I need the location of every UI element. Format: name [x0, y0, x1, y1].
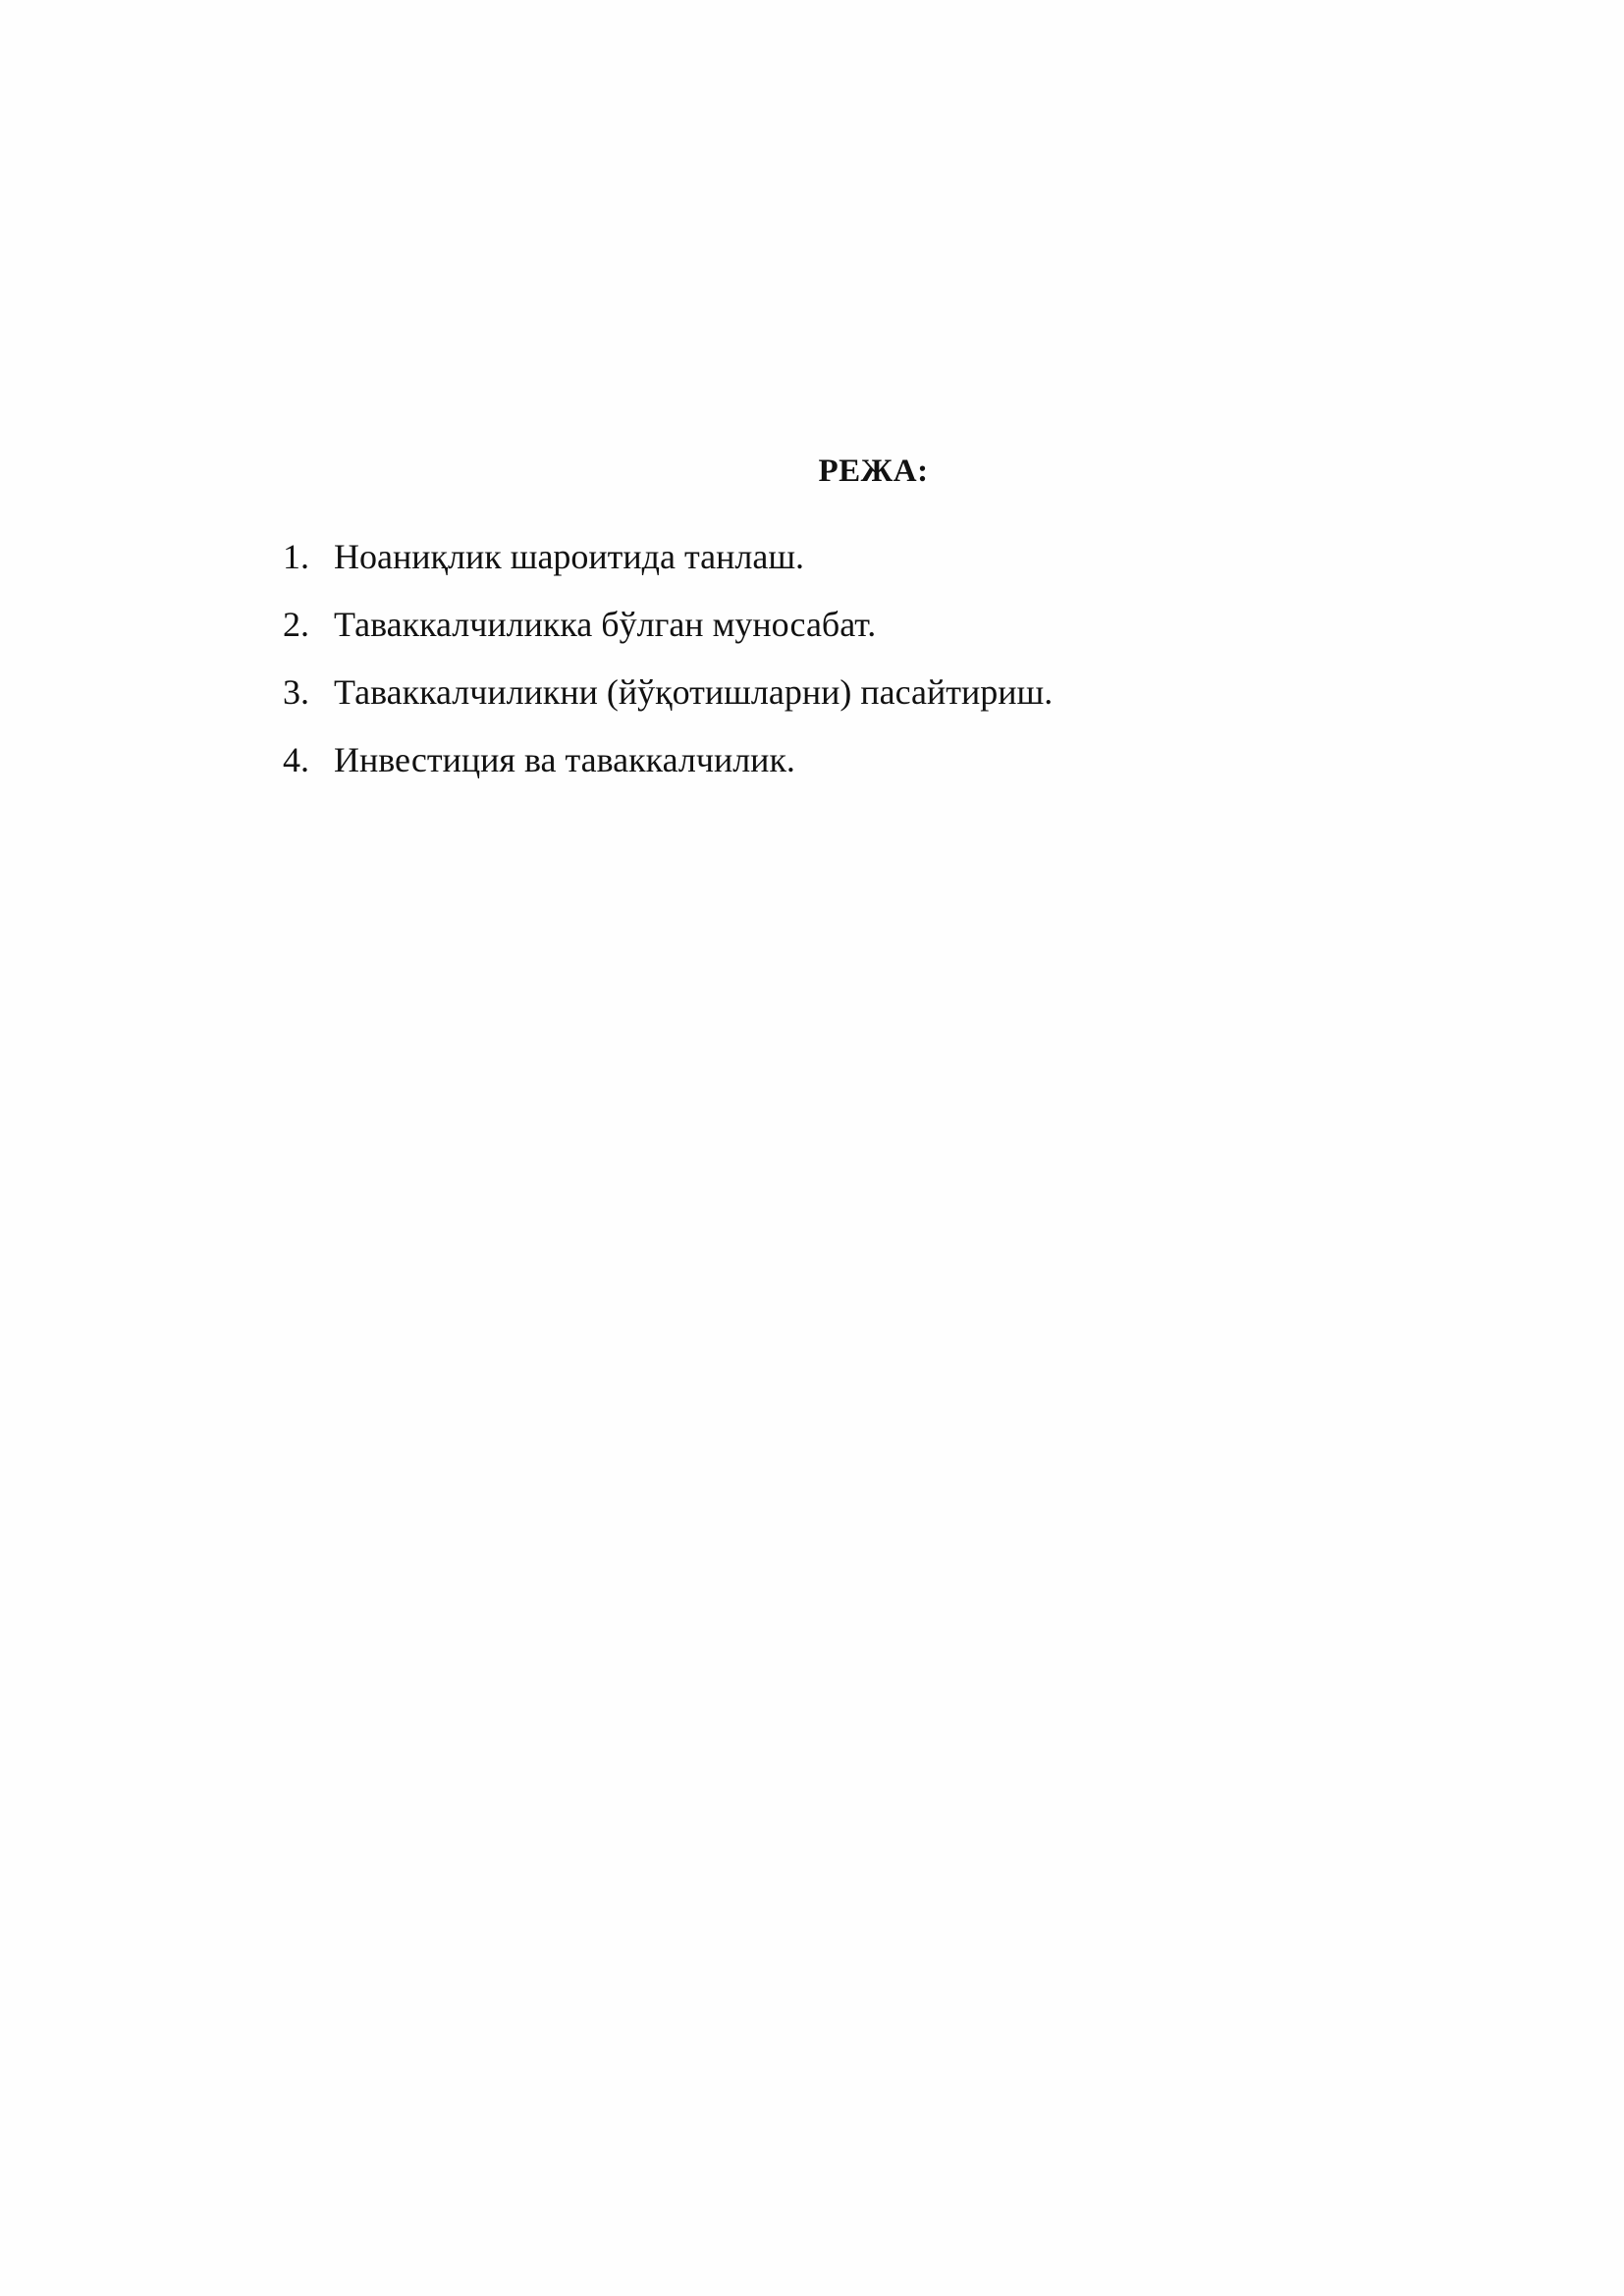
- plan-item-number: 3.: [283, 672, 309, 712]
- plan-item-1: [283, 532, 1053, 600]
- plan-item-3: [283, 667, 1053, 735]
- plan-item-number: 4.: [283, 740, 309, 779]
- plan-item-text: Таваккалчиликни (йўқотишларни) пасайтириш.: [334, 672, 1054, 712]
- plan-item-4: [283, 735, 1053, 803]
- plan-list: [283, 532, 1053, 803]
- plan-heading: РЕЖА:: [818, 454, 929, 489]
- plan-item-text: Инвестиция ва таваккалчилик.: [334, 740, 795, 779]
- plan-item-text: Ноаниқлик шароитида танлаш.: [334, 537, 805, 576]
- plan-item-number: 2.: [283, 605, 309, 644]
- plan-item-text: Таваккалчиликка бўлган муносабат.: [334, 605, 877, 644]
- plan-item-number: 1.: [283, 537, 309, 576]
- plan-item-2: [283, 600, 1053, 667]
